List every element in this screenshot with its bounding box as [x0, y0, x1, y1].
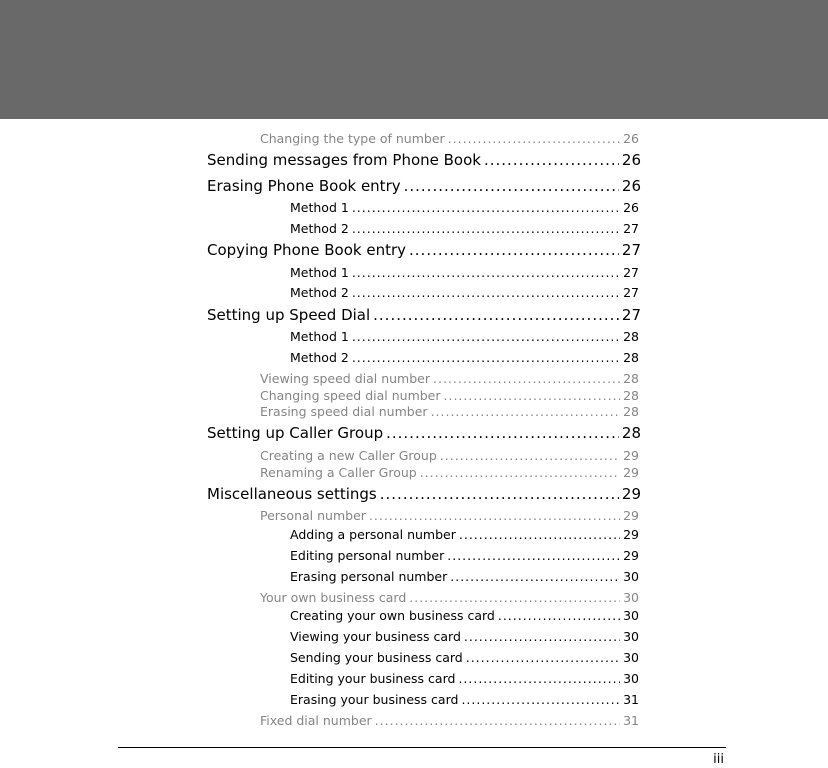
dot-leader: [450, 569, 620, 584]
toc-entry-title: Adding a personal number: [290, 527, 456, 542]
dot-leader: [461, 692, 620, 707]
header-band: [0, 0, 828, 119]
dot-leader: [373, 306, 619, 324]
dot-leader: [498, 608, 620, 623]
toc-entry-page: 28: [623, 350, 639, 365]
toc-entry[interactable]: [290, 629, 639, 645]
toc-entry-page: 30: [623, 629, 639, 644]
toc-entry[interactable]: [260, 713, 639, 729]
toc-entry-page: 26: [621, 177, 641, 195]
toc-entry[interactable]: [290, 692, 639, 708]
toc-entry[interactable]: [290, 265, 639, 281]
dot-leader: [386, 424, 619, 442]
toc-entry[interactable]: [260, 448, 639, 464]
toc-entry-page: 29: [623, 527, 639, 542]
toc-entry-title: Method 1: [290, 200, 349, 215]
toc-entry-page: 27: [621, 241, 641, 259]
toc-entry[interactable]: [207, 241, 641, 261]
toc-entry-page: 30: [623, 650, 639, 665]
toc-entry-page: 27: [623, 221, 639, 236]
toc-entry-title: Your own business card: [260, 590, 407, 605]
toc-entry-title: Method 1: [290, 329, 349, 344]
dot-leader: [444, 388, 621, 403]
toc-entry-title: Erasing Phone Book entry: [207, 177, 401, 195]
toc-entry-page: 30: [623, 569, 639, 584]
toc-entry[interactable]: [290, 548, 639, 564]
dot-leader: [369, 508, 620, 523]
dot-leader: [380, 485, 619, 503]
toc-entry-title: Method 2: [290, 285, 349, 300]
toc-entry[interactable]: [260, 131, 639, 147]
toc-entry-title: Erasing speed dial number: [260, 404, 428, 419]
toc-entry[interactable]: [207, 177, 641, 197]
toc-entry-title: Miscellaneous settings: [207, 485, 377, 503]
dot-leader: [352, 350, 620, 365]
dot-leader: [352, 200, 620, 215]
toc-entry[interactable]: [290, 650, 639, 666]
toc-entry[interactable]: [290, 569, 639, 585]
toc-entry[interactable]: [207, 151, 641, 171]
toc-entry-title: Changing the type of number: [260, 131, 445, 146]
dot-leader: [375, 713, 620, 728]
dot-leader: [433, 371, 620, 386]
toc-entry[interactable]: [260, 388, 639, 404]
dot-leader: [352, 221, 620, 236]
toc-entry-title: Method 2: [290, 221, 349, 236]
toc-entry-page: 27: [623, 285, 639, 300]
toc-entry-page: 29: [623, 508, 639, 523]
dot-leader: [458, 671, 620, 686]
dot-leader: [352, 265, 620, 280]
toc-entry[interactable]: [290, 329, 639, 345]
toc-entry[interactable]: [290, 350, 639, 366]
toc-entry-page: 27: [623, 265, 639, 280]
toc-entry-title: Erasing your business card: [290, 692, 459, 707]
dot-leader: [440, 448, 620, 463]
toc-entry-page: 29: [623, 548, 639, 563]
toc-entry-page: 28: [623, 404, 639, 419]
toc-entry-title: Changing speed dial number: [260, 388, 441, 403]
dot-leader: [466, 650, 620, 665]
toc-entry[interactable]: [290, 200, 639, 216]
toc-entry-page: 30: [623, 590, 639, 605]
toc-entry[interactable]: [207, 485, 641, 505]
dot-leader: [484, 151, 619, 169]
toc-entry-page: 30: [623, 608, 639, 623]
toc-entry-page: 28: [623, 371, 639, 386]
toc-entry-title: Method 2: [290, 350, 349, 365]
dot-leader: [409, 241, 619, 259]
toc-entry-page: 27: [621, 306, 641, 324]
toc-entry[interactable]: [290, 285, 639, 301]
dot-leader: [352, 285, 620, 300]
toc-entry-title: Creating your own business card: [290, 608, 495, 623]
toc-entry-title: Editing your business card: [290, 671, 456, 686]
toc-entry-title: Fixed dial number: [260, 713, 372, 728]
dot-leader: [431, 404, 621, 419]
toc-entry[interactable]: [290, 527, 639, 543]
toc-entry-title: Editing personal number: [290, 548, 445, 563]
footer-page-number: iii: [713, 752, 724, 767]
toc-entry[interactable]: [290, 608, 639, 624]
toc-entry-page: 31: [623, 713, 639, 728]
toc-entry-title: Personal number: [260, 508, 366, 523]
toc-entry-title: Setting up Caller Group: [207, 424, 384, 442]
toc-entry-page: 29: [621, 485, 641, 503]
footer-rule: [118, 747, 726, 748]
toc-entry-page: 31: [623, 692, 639, 707]
toc-entry-title: Sending your business card: [290, 650, 463, 665]
toc-entry-page: 28: [623, 329, 639, 344]
dot-leader: [447, 548, 620, 563]
dot-leader: [404, 177, 619, 195]
toc-entry-title: Renaming a Caller Group: [260, 465, 417, 480]
toc-entry-title: Viewing speed dial number: [260, 371, 431, 386]
toc-entry[interactable]: [260, 371, 639, 387]
toc-entry-title: Setting up Speed Dial: [207, 306, 371, 324]
toc-entry[interactable]: [290, 221, 639, 237]
toc-entry[interactable]: [207, 306, 641, 326]
toc-entry-title: Method 1: [290, 265, 349, 280]
dot-leader: [352, 329, 620, 344]
toc-entry-page: 26: [621, 151, 641, 169]
toc-entry-page: 28: [621, 424, 641, 442]
dot-leader: [464, 629, 620, 644]
dot-leader: [459, 527, 620, 542]
toc-entry[interactable]: [207, 424, 641, 444]
toc-entry-page: 28: [623, 388, 639, 403]
toc-entry-page: 29: [623, 448, 639, 463]
toc-entry-title: Sending messages from Phone Book: [207, 151, 481, 169]
toc-entry[interactable]: [260, 465, 639, 481]
dot-leader: [409, 590, 620, 605]
toc-entry[interactable]: [290, 671, 639, 687]
toc-entry[interactable]: [260, 404, 639, 420]
toc-entry[interactable]: [260, 590, 639, 606]
toc-entry-title: Erasing personal number: [290, 569, 448, 584]
toc-entry-title: Viewing your business card: [290, 629, 461, 644]
dot-leader: [420, 465, 620, 480]
toc-entry-page: 26: [623, 200, 639, 215]
toc-entry-title: Copying Phone Book entry: [207, 241, 407, 259]
toc-entry-page: 26: [623, 131, 639, 146]
toc-entry-page: 29: [623, 465, 639, 480]
toc-entry-page: 30: [623, 671, 639, 686]
dot-leader: [448, 131, 620, 146]
toc-entry-title: Creating a new Caller Group: [260, 448, 437, 463]
toc-entry[interactable]: [260, 508, 639, 524]
